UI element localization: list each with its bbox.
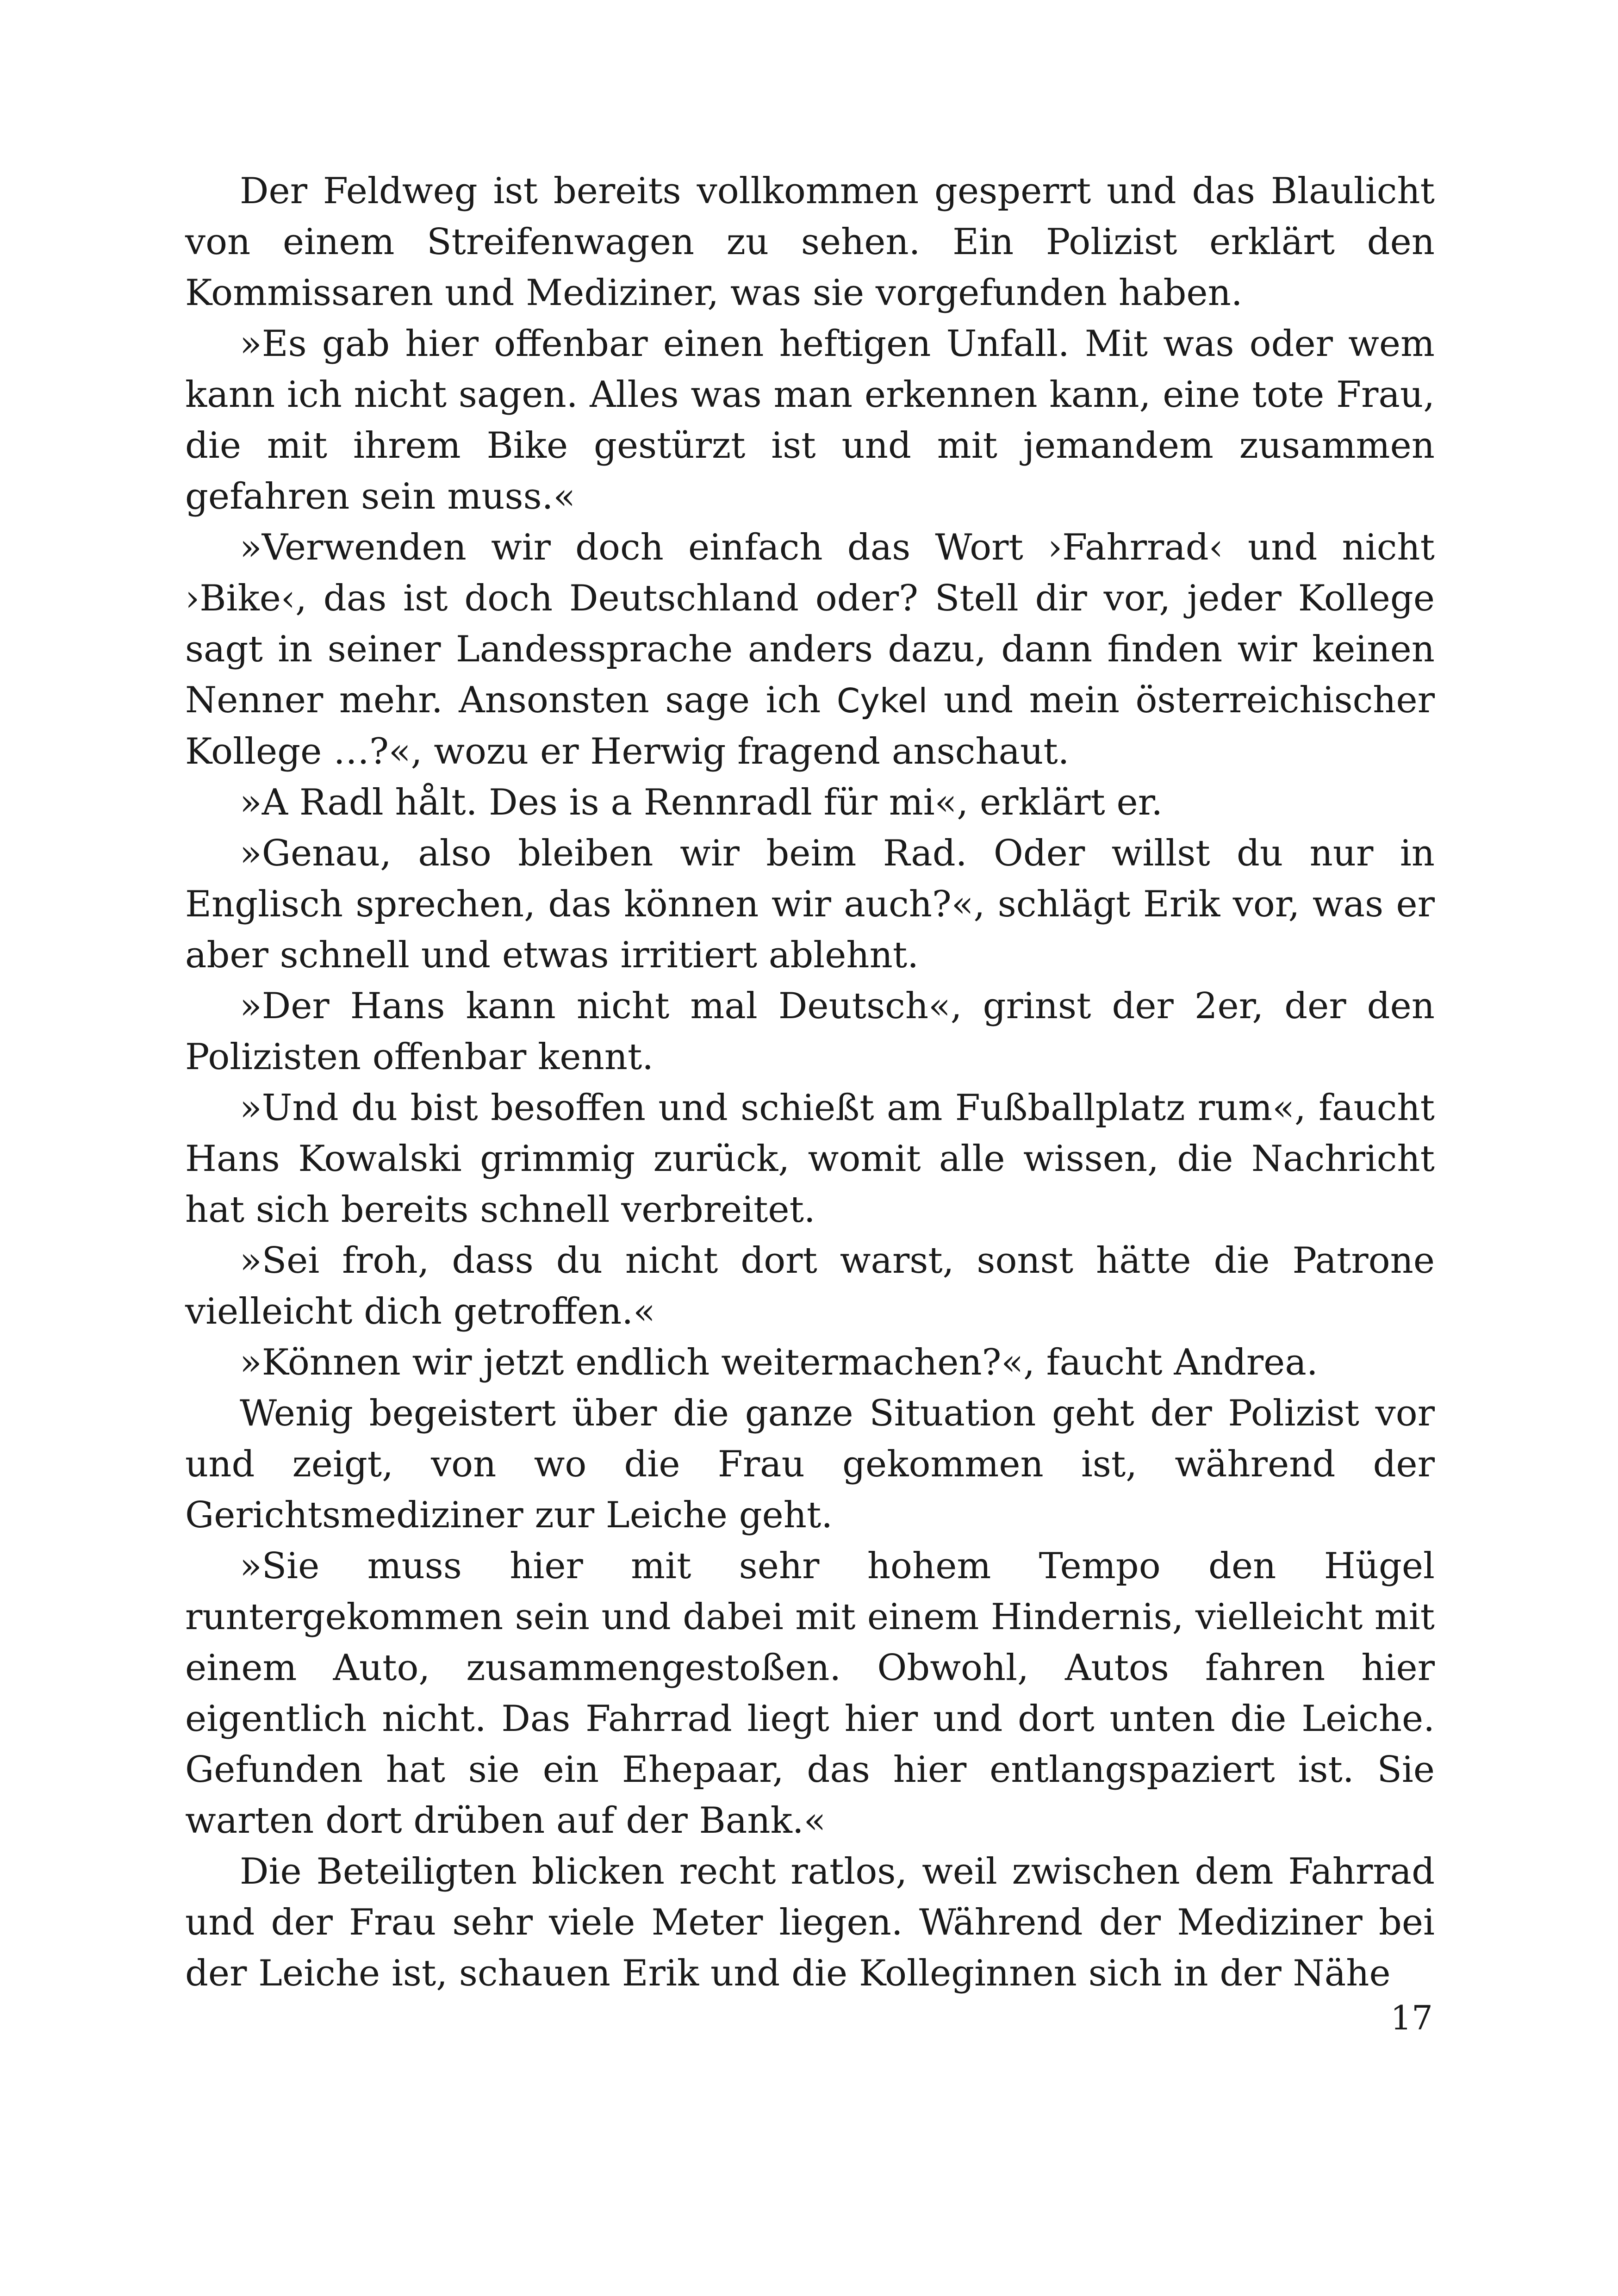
paragraph-7: »Und du bist besoffen und schießt am Fußballplatz rum«, faucht Hans Kowalski grimmig zurück, womit alle wissen, die Nachricht hat sich bereits schnell verbreitet. — [185, 1087, 1435, 1231]
paragraph-5: »Genau, also bleiben wir beim Rad. Oder willst du nur in Englisch sprechen, das können wir auch?«, schlägt Erik vor, was er aber schnell und etwas irritiert ablehnt. — [185, 833, 1435, 976]
paragraph-3 — [185, 522, 1435, 777]
page-number: 17 — [1390, 1998, 1433, 2037]
paragraph-10: Wenig begeistert über die ganze Situation geht der Polizist vor und zeigt, von wo die Frau gekommen ist, während der Gerichtsmediziner zur Leiche geht. — [185, 1393, 1435, 1536]
paragraph-11: »Sie muss hier mit sehr hohem Tempo den Hügel runtergekommen sein und dabei mit einem Hindernis, vielleicht mit einem Auto, zusammengestoßen. Obwohl, Autos fahren hier eigentlich nicht. Das Fahrrad liegt hier und dort unten die Leiche. Gefunden hat sie ein Ehepaar, das hier entlangspaziert ist. Sie warten dort drüben auf der Bank.« — [185, 1545, 1435, 1842]
paragraph-2: »Es gab hier offenbar einen heftigen Unfall. Mit was oder wem kann ich nicht sagen. Alles was man erkennen kann, eine tote Frau, die mit ihrem Bike gestürzt ist und mit jemandem zusammen gefahren sein muss.« — [185, 323, 1435, 517]
paragraph-12: Die Beteiligten blicken recht ratlos, weil zwischen dem Fahrrad und der Frau sehr viele Meter liegen. Während der Mediziner bei der Leiche ist, schauen Erik und die Kolleginnen sich in der Nähe — [185, 1851, 1435, 1994]
body-text — [185, 166, 1435, 1999]
cykel-word: Cykel — [836, 681, 928, 720]
paragraph-3-part-1: »Verwenden wir doch einfach das Wort ›Fahrrad‹ und nicht ›Bike‹, das ist doch Deutschland oder? Stell dir vor, jeder Kollege sagt in seiner Landessprache anders dazu, dann finden wir keinen Nenner mehr. Ansonsten sage ich — [185, 527, 1435, 721]
paragraph-3-part-2: und mein österreichischer Kollege …?«, wozu er Herwig fragend anschaut. — [185, 679, 1435, 772]
paragraph-8: »Sei froh, dass du nicht dort warst, sonst hätte die Patrone vielleicht dich getroffen.« — [185, 1240, 1435, 1332]
paragraph-9: »Können wir jetzt endlich weitermachen?«, faucht Andrea. — [240, 1342, 1318, 1383]
paragraph-1: Der Feldweg ist bereits vollkommen gesperrt und das Blaulicht von einem Streifenwagen zu sehen. Ein Polizist erklärt den Kommissaren und Mediziner, was sie vorgefunden haben. — [185, 170, 1435, 314]
paragraph-6: »Der Hans kann nicht mal Deutsch«, grinst der 2er, der den Polizisten offenbar kennt. — [185, 985, 1435, 1078]
paragraph-4: »A Radl hålt. Des is a Rennradl für mi«, erklärt er. — [240, 782, 1163, 823]
